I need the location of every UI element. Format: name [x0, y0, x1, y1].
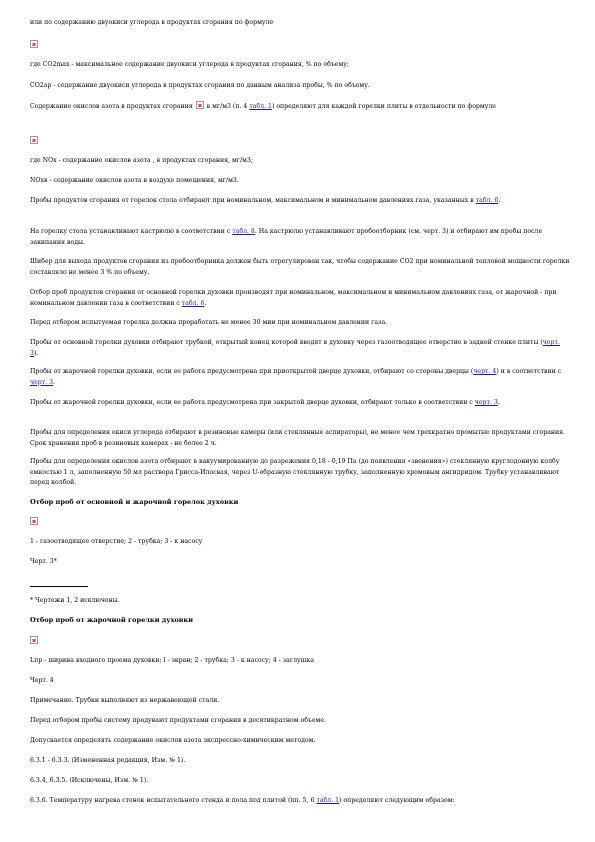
- clause-631-paragraph: 6.3.1 - 6.3.3. (Измененная редакция, Изм. № 1).: [30, 757, 186, 764]
- burner-text-a: На горелку стола устанавливают кастрюлю в соответствии с: [30, 228, 231, 235]
- broken-image-icon: [30, 40, 38, 48]
- nox-text-a: Содержание окислов азота в продуктах сгорания: [30, 103, 193, 110]
- clause-634-paragraph: 6.3.4, 6.3.5. (Исключены, Изм. № 1).: [30, 777, 149, 784]
- express-method-paragraph: Допускается определять содержание окислов азота экспрессно-химическим методом.: [30, 737, 316, 744]
- roast-burner-open-paragraph: [30, 367, 570, 388]
- broken-image-icon: [196, 101, 204, 109]
- noxv-definition: NOxв - содержание окислов азота в воздухе помещения, мг/м3.: [30, 177, 239, 184]
- clause-636-text-a: 6.3.6. Температуру нагрева стенок испытательного стенда и пола под плитой (пп. 5, 6: [30, 797, 315, 804]
- footnote-divider: [30, 586, 88, 587]
- fig3-caption: 1 - газоотводящее отверстие; 2 - трубка; 3 - к насосу: [30, 538, 203, 545]
- roast-closed-text-a: Пробы от жарочной горелки духовки, если ее работа предусмотрена при закрытой дверце духовки, отбирают только в соответствии с: [30, 399, 473, 406]
- co-sampling-paragraph: Пробы для определения окиси углерода отбирают в резиновые камеры (или стеклянные аспираторы), не менее чем трехкратно промытые продуктами сгорания. Срок хранения проб в резиновых камерах - не более 2 ч.: [30, 429, 566, 447]
- table8-link[interactable]: табл. 8: [232, 228, 255, 235]
- nox-content-paragraph: [30, 101, 570, 113]
- samples-text-a: Пробы продуктов сгорания от горелок стола отбирают при номинальном, максимальном и минимальном давлениях газа, указанных в: [30, 197, 474, 204]
- nox-sampling-paragraph: Пробы для определения окислов азота отбирают в вакуумированную до разрежения 0,18 - 0,19 Па (до появления «звенения») стеклянную круглодонную колбу емкостью 1 л, заполненную 50 мл раствора Грисса-Илосвая, через U-образную стеклянную трубку, заполненную хромовым ангидридом. Трубку устанавливают перед колбой.: [30, 458, 560, 486]
- table1-link[interactable]: табл. 1: [249, 103, 272, 110]
- shiber-paragraph: Шибер для выхода продуктов сгорания из пробоотборника должен быть отрегулирован так, чтобы содержание CO2 при номинальной тепловой мощности горелки составляло не менее 3 % по объему.: [30, 258, 570, 276]
- note-paragraph: Примечание. Трубки выполняют из нержавеющей стали.: [30, 697, 220, 704]
- fig3-link[interactable]: черт. 3: [30, 339, 560, 357]
- co2max-definition: где CO2max - максимальное содержание двуокиси углерода в продуктах сгорания, % по объему;: [30, 61, 350, 68]
- main-burner-paragraph: [30, 338, 570, 359]
- broken-image-icon: [30, 636, 38, 644]
- table6-link[interactable]: табл. 6: [475, 197, 499, 204]
- fig3-heading: Отбор проб от основной и жарочной горелок духовки: [30, 498, 239, 506]
- nox-text-b: в мг/м3 (п. 4: [206, 103, 248, 110]
- table6-link[interactable]: табл. 6: [181, 299, 205, 307]
- burner-text-b: . На кастрюлю устанавливают пробоотборник (см. черт. 3) и отбирают им пробы после закипания воды.: [30, 228, 543, 246]
- before-30min-paragraph: Перед отбором испытуемая горелка должна проработать не менее 30 мин при номинальном давлении газа.: [30, 319, 388, 326]
- main-burner-text-b: ).: [33, 349, 39, 357]
- purge-paragraph: Перед отбором пробы систему продувают продуктами сгорания в десятикратном объеме.: [30, 717, 326, 724]
- nox-text-c: ) определяют для каждой горелки плиты в отдельности по формуле: [271, 103, 496, 110]
- fig4-link[interactable]: черт. 4: [473, 368, 497, 375]
- burner-paragraph: [30, 227, 570, 248]
- footnote: * Чертежи 1, 2 исключены.: [30, 597, 120, 604]
- broken-image-icon: [30, 136, 38, 144]
- formula-intro-text: или по содержанию двуокиси углерода в продуктах сгорания по формуле: [30, 19, 274, 26]
- main-burner-text-a: Пробы от основной горелки духовки отбирают трубкой, открытый конец которой вводят в духовку через газоотводящее отверстие в задней стенке плиты (: [30, 339, 543, 346]
- clause-636-text-b: ) определяют следующим образом:: [339, 797, 455, 804]
- otbor-text-a: Отбор проб продуктов сгорания от основной горелки духовки производят при номинальном, максимальном и минимальном давлениях газа, от жарочной - при номинальном давлении газа в соответствии с: [30, 289, 557, 307]
- fig3-link[interactable]: черт. 3: [474, 399, 498, 406]
- nox-definition: где NOx - содержание окислов азота , в продуктах сгорания, мг/м3;: [30, 157, 253, 164]
- otbor-text-b: .: [204, 299, 207, 307]
- broken-image-icon: [30, 517, 38, 525]
- roast-closed-text-b: .: [497, 399, 500, 406]
- clause-636-paragraph: [30, 796, 570, 807]
- fig4-caption: Lпр - ширина входного проема духовки; l - экран; 2 - трубка; 3 - к насосу; 4 - заглушка: [30, 657, 314, 664]
- roast-burner-closed-paragraph: [30, 398, 570, 409]
- fig4-label: Черт. 4: [30, 677, 54, 684]
- fig3-link[interactable]: черт. 3: [30, 378, 54, 386]
- samples-text-b: .: [498, 197, 501, 204]
- roast-open-text-b: ) и в соответствии с: [496, 368, 562, 375]
- roast-open-text-c: .: [53, 378, 55, 386]
- roast-open-text-a: Пробы от жарочной горелки духовки, если ее работа предусмотрена при приоткрытой дверце духовки, отбирают со стороны дверцы (: [30, 368, 474, 375]
- otbor-paragraph: [30, 288, 570, 309]
- samples-paragraph: [30, 196, 570, 207]
- co2ap-definition: CO2ap - содержание двуокиси углерода в продуктах сгорания по данным анализа пробы, % по объему.: [30, 82, 370, 89]
- table1-link[interactable]: табл. 1: [316, 797, 340, 804]
- fig3-label: Черт. 3*: [30, 558, 57, 565]
- fig4-heading: Отбор проб от жарочной горелки духовки: [30, 616, 194, 624]
